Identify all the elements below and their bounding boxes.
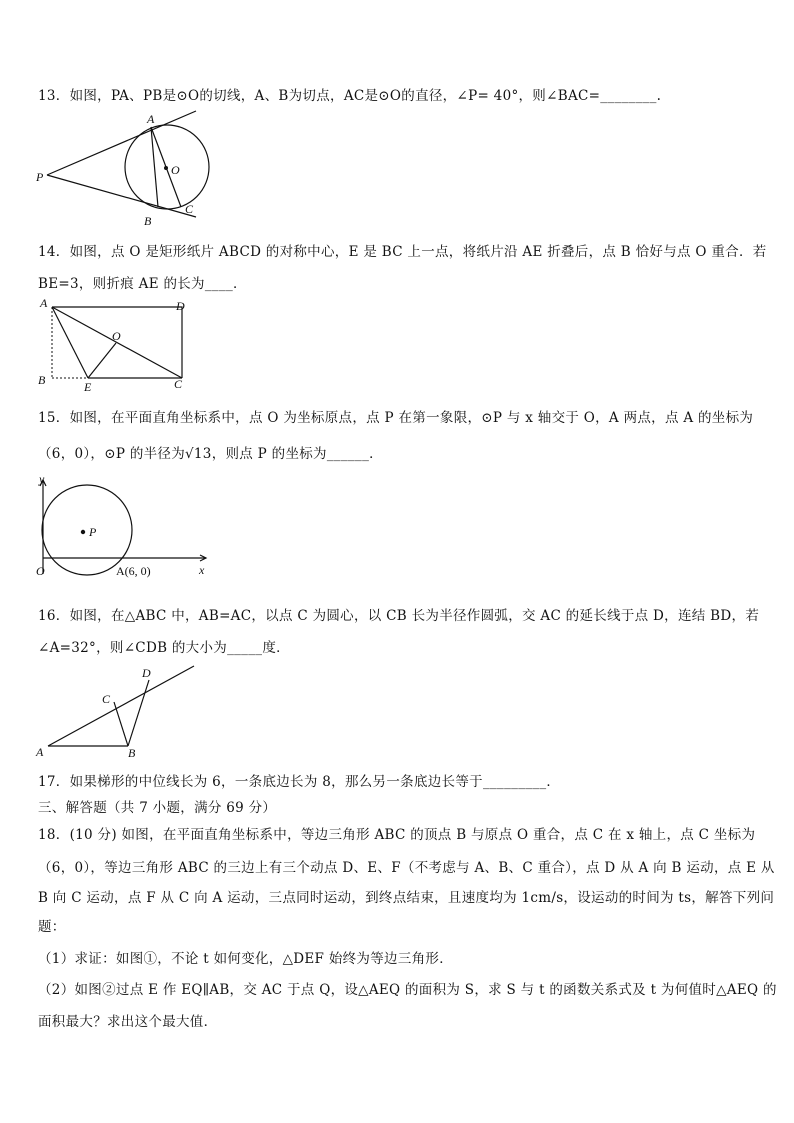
q14-figure bbox=[32, 292, 197, 394]
label-b: B bbox=[144, 214, 152, 228]
center-p bbox=[81, 530, 85, 534]
fold-ae bbox=[52, 307, 88, 378]
q15-figure bbox=[30, 470, 220, 582]
chord-ab bbox=[151, 127, 158, 207]
label-b: B bbox=[38, 373, 46, 387]
q18-part-2b: 面积最大？求出这个最大值． bbox=[38, 1014, 218, 1030]
label-c: C bbox=[185, 202, 194, 216]
q15-text-1: 15．如图，在平面直角坐标系中，点 O 为坐标原点，点 P 在第一象限，⊙P 与 x 轴交于 O，A 两点，点 A 的坐标为 bbox=[38, 410, 754, 426]
q18-text-2: （6，0），等边三角形 ABC 的三边上有三个动点 D、E、F（不考虑与 A、B、C 重合），点 D 从 A 向 B 运动，点 E 从 bbox=[38, 860, 775, 876]
label-o: O bbox=[112, 329, 121, 343]
label-a: A bbox=[36, 745, 44, 759]
q17-text: 17．如果梯形的中位线长为 6，一条底边长为 8，那么另一条底边长等于_________． bbox=[38, 774, 561, 790]
q13-figure bbox=[30, 104, 220, 230]
label-x: x bbox=[199, 563, 205, 577]
segment-cb bbox=[114, 702, 128, 746]
label-d: D bbox=[176, 299, 185, 313]
label-a: A(6, 0) bbox=[116, 564, 151, 578]
label-o: O bbox=[171, 163, 180, 177]
label-a: A bbox=[40, 296, 48, 310]
q14-text-2: BE=3，则折痕 AE 的长为____． bbox=[38, 276, 247, 292]
tangent-pb bbox=[47, 175, 196, 217]
circle-p bbox=[42, 485, 132, 575]
segment-eo bbox=[88, 343, 116, 378]
q18-part-2a: （2）如图②过点 E 作 EQ∥AB，交 AC 于点 Q，设△AEQ 的面积为 S，求 S 与 t 的函数关系式及 t 为何值时△AEQ 的 bbox=[38, 982, 777, 998]
label-p: P bbox=[36, 170, 44, 184]
label-o: O bbox=[36, 564, 45, 578]
q16-text-2: ∠A=32°，则∠CDB 的大小为_____度． bbox=[38, 640, 290, 656]
line-ad bbox=[48, 666, 194, 746]
q18-text-1: 18．(10 分) 如图，在平面直角坐标系中，等边三角形 ABC 的顶点 B 与原点 O 重合，点 C 在 x 轴上，点 C 坐标为 bbox=[38, 827, 756, 843]
segment-bd bbox=[128, 680, 149, 746]
q18-part-1: （1）求证：如图①，不论 t 如何变化，△DEF 始终为等边三角形． bbox=[38, 951, 454, 967]
q18-text-3: B 向 C 运动，点 F 从 C 向 A 运动，三点同时运动，到终点结束，且速度均为 1cm/s，设运动的时间为 ts，解答下列问 bbox=[38, 890, 775, 906]
label-a: A bbox=[147, 112, 155, 126]
q15-text-2: （6，0），⊙P 的半径为√13，则点 P 的坐标为______． bbox=[38, 446, 383, 462]
label-y: y bbox=[39, 472, 45, 486]
q14-text-1: 14．如图，点 O 是矩形纸片 ABCD 的对称中心，E 是 BC 上一点，将纸片沿 AE 折叠后，点 B 恰好与点 O 重合．若 bbox=[38, 244, 767, 260]
q16-text-1: 16．如图，在△ABC 中，AB=AC，以点 C 为圆心，以 CB 长为半径作圆弧，交 AC 的延长线于点 D，连结 BD，若 bbox=[38, 608, 760, 624]
label-c: C bbox=[174, 377, 183, 391]
q18-text-4: 题： bbox=[38, 919, 66, 935]
label-b: B bbox=[128, 746, 136, 760]
label-p: P bbox=[89, 525, 97, 539]
label-c: C bbox=[102, 692, 111, 706]
center-o bbox=[164, 166, 168, 170]
label-d: D bbox=[142, 666, 151, 680]
section-title: 三、解答题（共 7 小题，满分 69 分） bbox=[38, 800, 277, 816]
q16-figure bbox=[30, 660, 200, 762]
q13-text: 13．如图，PA、PB是⊙O的切线，A、B为切点，AC是⊙O的直径，∠P= 40°，则∠BAC=________. bbox=[38, 88, 662, 104]
label-e: E bbox=[84, 380, 92, 394]
